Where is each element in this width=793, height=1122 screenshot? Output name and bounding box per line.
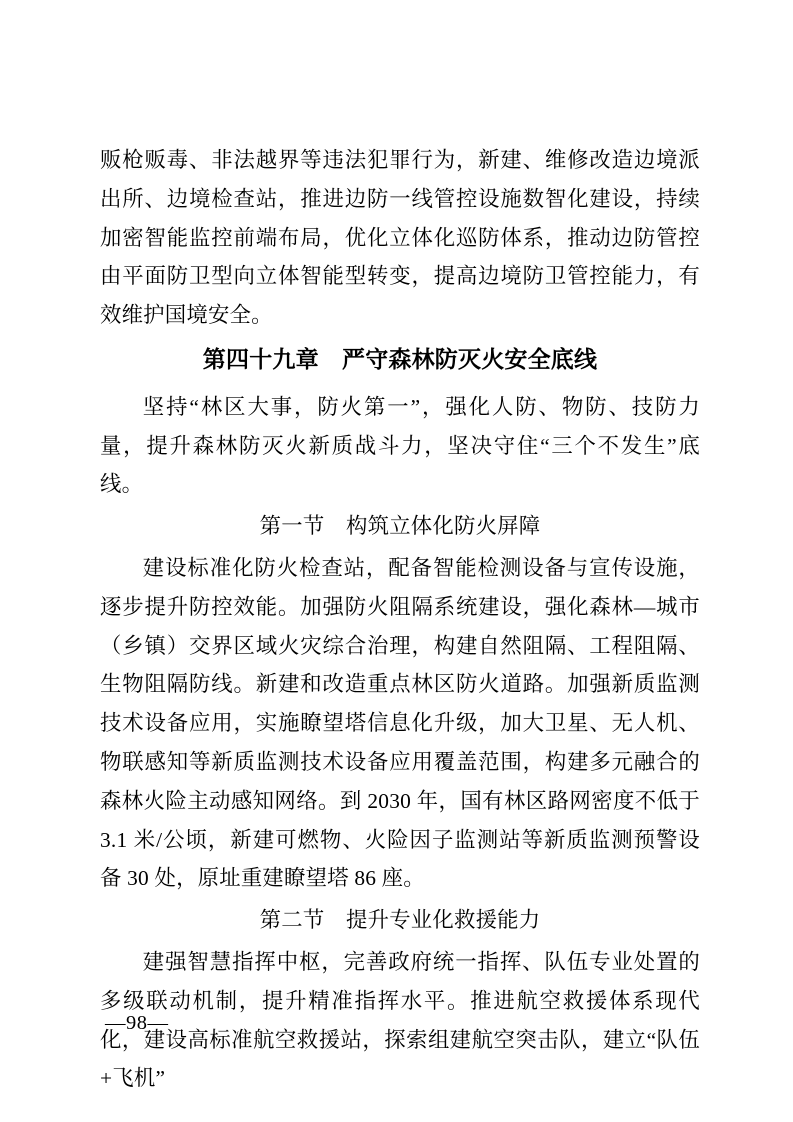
paragraph-border-control: 贩枪贩毒、非法越界等违法犯罪行为，新建、维修改造边境派出所、边境检查站，推进边防一线管控设施数智化建设，持续加密智能监控前端布局，优化立体化巡防体系，推动边防管控由平面防卫型向立体智能型转变，提高边境防卫管控能力，有效维护国境安全。 (100, 148, 700, 328)
section-2-heading: 第二节 提升专业化救援能力 (259, 908, 541, 933)
paragraph-section-1: 建设标准化防火检查站，配备智能检测设备与宣传设施，逐步提升防控效能。加强防火阻隔系统建设，强化森林—城市（乡镇）交界区域火灾综合治理，构建自然阻隔、工程阻隔、生物阻隔防线。新建和改造重点林区防火道路。加强新质监测技术设备应用，实施瞭望塔信息化升级，加大卫星、无人机、物联感知等新质监测技术设备应用覆盖范围，构建多元融合的森林火险主动感知网络。到 2030 年，国有林区路网密度不低于 3.1 米/公顷，新建可燃物、火险因子监测站等新质监测预警设备 30 处，原址重建瞭望塔 86 座。 (100, 555, 700, 891)
page-number: —98— (105, 1012, 169, 1034)
section-1-heading: 第一节 构筑立体化防火屏障 (259, 514, 541, 539)
paragraph-chapter-intro: 坚持“林区大事，防火第一”，强化人防、物防、技防力量，提升森林防灭火新质战斗力，坚决守住“三个不发生”底线。 (100, 394, 700, 497)
paragraph-section-2: 建强智慧指挥中枢，完善政府统一指挥、队伍专业处置的多级联动机制，提升精准指挥水平。推进航空救援体系现代化，建设高标准航空救援站，探索组建航空突击队，建立“队伍+飞机” (100, 949, 700, 1091)
chapter-heading: 第四十九章 严守森林防灭火安全底线 (202, 346, 598, 372)
page-content (100, 141, 700, 1098)
